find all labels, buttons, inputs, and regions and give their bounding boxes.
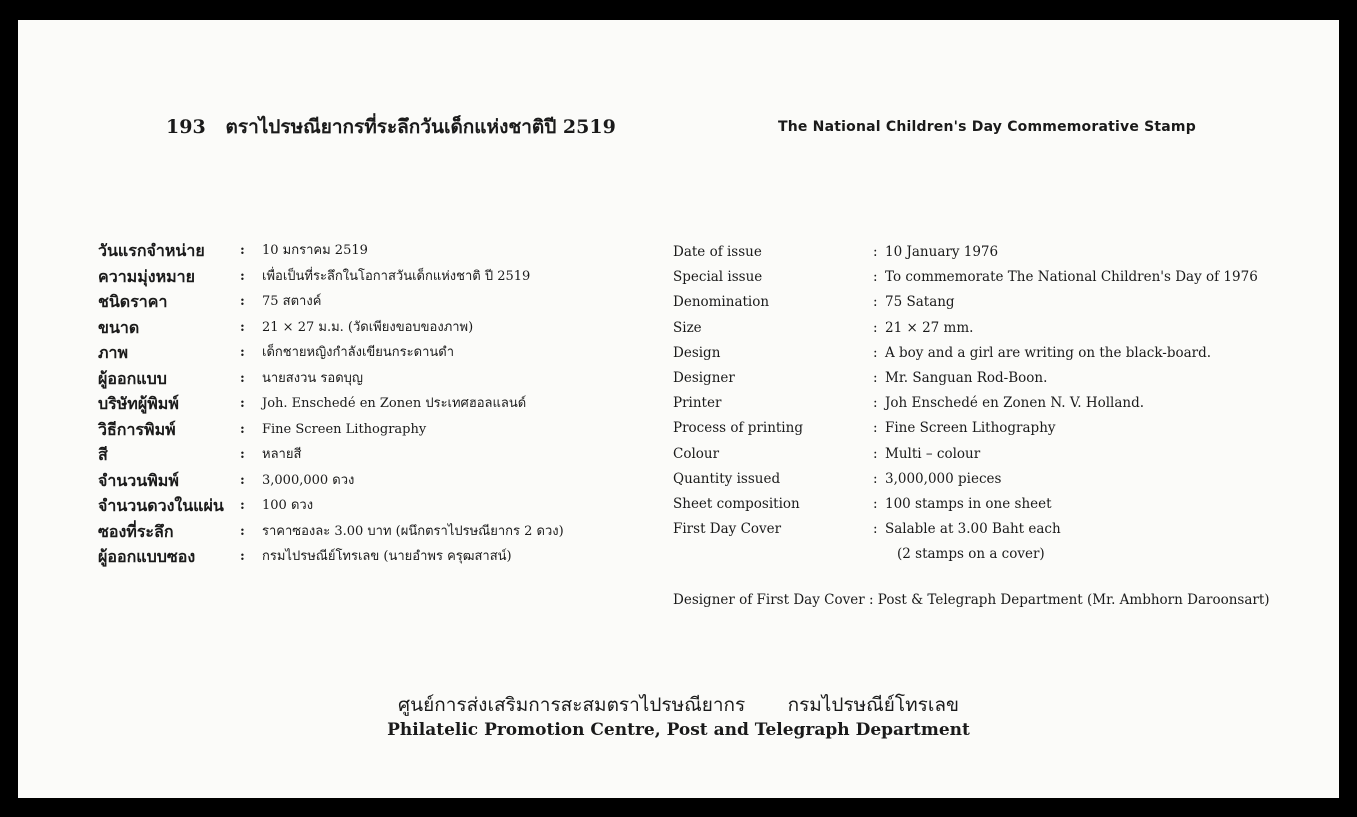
thai-value-row: : กรมไปรษณีย์โทรเลข (นายอำพร ครุฒสาสน์) <box>240 549 512 564</box>
first-day-cover-note: (2 stamps on a cover) <box>897 546 1045 563</box>
english-label: Designer <box>673 369 735 386</box>
thai-label: ผู้ออกแบบ <box>98 368 167 388</box>
english-value-row: : Multi – colour <box>873 445 981 462</box>
footer-thai <box>18 690 1339 720</box>
english-label: Date of issue <box>673 244 762 260</box>
thai-value-row: : Joh. Enschedé en Zonen ประเทศฮอลแลนด์ <box>240 396 527 411</box>
english-value: Salable at 3.00 Baht each <box>885 521 1061 538</box>
english-value: A boy and a girl are writing on the black-board. <box>885 344 1212 361</box>
english-label: Special issue <box>673 269 763 286</box>
thai-label: ขนาด <box>98 317 140 337</box>
english-value: 75 Satang <box>885 294 955 311</box>
thai-value: 21 × 27 ม.ม. (วัดเพียงขอบของภาพ) <box>262 319 474 335</box>
thai-label: วิธีการพิมพ์ <box>98 419 176 439</box>
thai-label: สี <box>98 445 108 464</box>
english-title: The National Children's Day Commemorative Stamp <box>778 119 1196 135</box>
thai-header <box>166 112 616 142</box>
english-value: To commemorate The National Children's Day of 1976 <box>885 269 1258 286</box>
designer-fdc-label: Designer of First Day Cover <box>673 592 865 608</box>
english-label: Design <box>673 344 721 361</box>
footer-thai-department: กรมไปรษณีย์โทรเลข <box>787 694 959 716</box>
stamp-info-card <box>18 20 1339 798</box>
english-label: First Day Cover <box>673 521 782 538</box>
thai-value-row: : เด็กชายหญิงกำลังเขียนกระดานดำ <box>240 345 455 360</box>
thai-label: วันแรกจำหน่าย <box>98 241 205 260</box>
english-label: Colour <box>673 445 720 462</box>
english-label: Size <box>673 319 702 336</box>
stamp-number: 193 <box>166 116 206 138</box>
thai-value: กรมไปรษณีย์โทรเลข (นายอำพร ครุฒสาสน์) <box>262 549 512 564</box>
thai-value-row: : เพื่อเป็นที่ระลึกในโอกาสวันเด็กแห่งชาติ ปี 2519 <box>240 268 531 284</box>
english-value-row: : A boy and a girl are writing on the black-board. <box>873 344 1212 361</box>
english-value-row: : 75 Satang <box>873 294 955 311</box>
english-value: 10 January 1976 <box>885 244 999 260</box>
english-value-row: : 100 stamps in one sheet <box>873 495 1052 512</box>
thai-value-row: : 10 มกราคม 2519 <box>240 243 368 258</box>
thai-labels-column <box>98 238 248 570</box>
english-value-row: : 10 January 1976 <box>873 244 999 260</box>
thai-value: ราคาซองละ 3.00 บาท (ผนึกตราไปรษณียากร 2 ดวง) <box>262 523 564 539</box>
thai-value: เด็กชายหญิงกำลังเขียนกระดานดำ <box>262 345 455 360</box>
english-value: Mr. Sanguan Rod-Boon. <box>885 369 1048 386</box>
thai-value: นายสงวน รอดบุญ <box>262 370 363 386</box>
english-value-row: : To commemorate The National Children's Day of 1976 <box>873 269 1258 286</box>
footer-english <box>18 720 1339 740</box>
footer-thai-centre: ศูนย์การส่งเสริมการสะสมตราไปรษณียากร <box>398 694 746 716</box>
thai-label: ชนิดราคา <box>98 292 168 311</box>
english-value-row: : 21 × 27 mm. <box>873 319 974 336</box>
thai-value-row: : ราคาซองละ 3.00 บาท (ผนึกตราไปรษณียากร 2 ดวง) <box>240 523 564 539</box>
english-label: Process of printing <box>673 420 803 437</box>
english-label: Quantity issued <box>673 470 781 487</box>
thai-title: ตราไปรษณียากรที่ระลึกวันเด็กแห่งชาติปี 2519 <box>225 116 616 138</box>
thai-label: ผู้ออกแบบซอง <box>98 547 196 566</box>
english-value-row: : Joh Enschedé en Zonen N. V. Holland. <box>873 395 1145 412</box>
english-labels-column <box>673 240 873 542</box>
english-value-row: : Mr. Sanguan Rod-Boon. <box>873 369 1048 386</box>
english-label: Denomination <box>673 294 770 311</box>
thai-label: จำนวนดวงในแผ่น <box>98 496 224 515</box>
english-value-row <box>873 542 1323 567</box>
thai-label: ความมุ่งหมาย <box>98 266 196 286</box>
thai-value: หลายสี <box>262 447 302 462</box>
thai-value-row: : 3,000,000 ดวง <box>240 472 355 488</box>
thai-label: บริษัทผู้พิมพ์ <box>98 394 179 413</box>
thai-value-row: : 21 × 27 ม.ม. (วัดเพียงขอบของภาพ) <box>240 319 474 335</box>
thai-value: 75 สตางค์ <box>262 294 322 309</box>
thai-value: Joh. Enschedé en Zonen ประเทศฮอลแลนด์ <box>262 396 527 411</box>
english-value: Joh Enschedé en Zonen N. V. Holland. <box>885 395 1145 412</box>
thai-values-column <box>240 238 660 570</box>
english-value: 21 × 27 mm. <box>885 319 974 336</box>
thai-label: ภาพ <box>98 343 129 362</box>
thai-value: 10 มกราคม 2519 <box>262 243 368 258</box>
english-value: 100 stamps in one sheet <box>885 495 1052 512</box>
thai-label: ซองที่ระลึก <box>98 521 174 541</box>
thai-value-row: : หลายสี <box>240 447 302 462</box>
english-label: Printer <box>673 395 722 412</box>
english-value-row: : Fine Screen Lithography <box>873 420 1056 437</box>
english-label: Sheet composition <box>673 495 800 512</box>
thai-label: จำนวนพิมพ์ <box>98 470 179 490</box>
designer-fdc-value: Post & Telegraph Department (Mr. Ambhorn Daroonsart) <box>877 592 1270 608</box>
thai-value-row: : 75 สตางค์ <box>240 294 322 309</box>
thai-value: Fine Screen Lithography <box>262 421 427 437</box>
thai-value: 100 ดวง <box>262 498 314 513</box>
english-value: Fine Screen Lithography <box>885 420 1056 437</box>
english-value: 3,000,000 pieces <box>885 470 1002 487</box>
english-value-row: : Salable at 3.00 Baht each <box>873 521 1061 538</box>
thai-value-row: : นายสงวน รอดบุญ <box>240 370 363 386</box>
english-value-row: : 3,000,000 pieces <box>873 470 1002 487</box>
thai-value-row: : Fine Screen Lithography <box>240 421 427 437</box>
thai-value-row: : 100 ดวง <box>240 498 314 513</box>
english-values-column <box>873 240 1323 567</box>
thai-value: เพื่อเป็นที่ระลึกในโอกาสวันเด็กแห่งชาติ ปี 2519 <box>262 268 531 284</box>
english-value: Multi – colour <box>885 445 981 462</box>
thai-value: 3,000,000 ดวง <box>262 472 355 488</box>
footer-english-text: Philatelic Promotion Centre, Post and Telegraph Department <box>387 720 970 740</box>
designer-fdc-row: Designer of First Day Cover : Post & Telegraph Department (Mr. Ambhorn Daroonsart) <box>673 592 1270 608</box>
